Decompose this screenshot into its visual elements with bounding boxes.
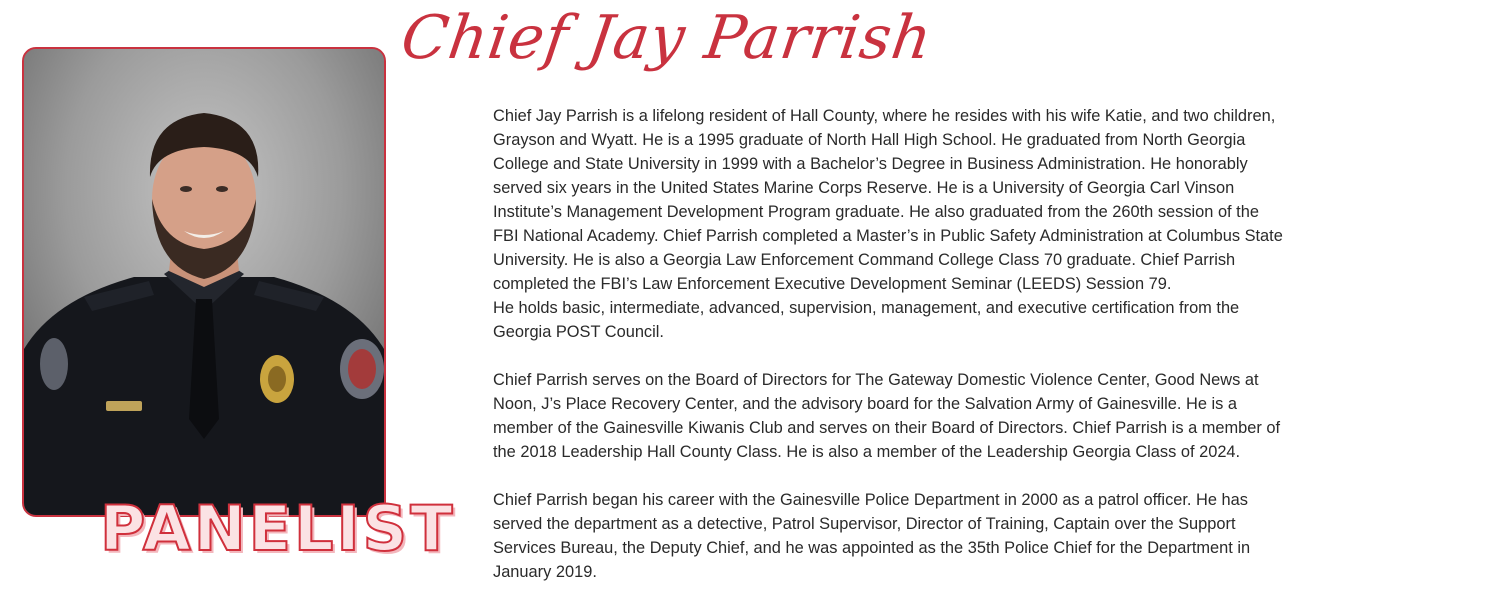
panelist-name-heading: Chief Jay Parrish (397, 3, 937, 73)
bio-paragraph: Chief Parrish serves on the Board of Directors for The Gateway Domestic Violence Center, Good News at Noon, J’s Place Recovery Center, and the advisory board for the Salvation Army of Gainesville. He is a member of the Gainesville Kiwanis Club and serves on their Board of Directors. Chief Parrish is a member of the 2018 Leadership Hall County Class. He is also a member of the Leadership Georgia Class of 2024. (493, 371, 1281, 461)
bio-text (493, 104, 1463, 608)
portrait-illustration (24, 49, 384, 515)
portrait-photo (22, 47, 386, 517)
panelist-badge-label: PANELIST (100, 492, 456, 565)
bio-paragraph: Chief Parrish began his career with the Gainesville Police Department in 2000 as a patrol officer. He has served the department as a detective, Patrol Supervisor, Director of Training, Captain over the Support Services Bureau, the Deputy Chief, and he was appointed as the 35th Police Chief for the Department in January 2019. (493, 491, 1251, 581)
bio-paragraph: Chief Jay Parrish is a lifelong resident of Hall County, where he resides with his wife Katie, and two children, Grayson and Wyatt. He is a 1995 graduate of North Hall High School. He graduated from North Georgia College and State University in 1999 with a Bachelor’s Degree in Business Administration. He honorably served six years in the United States Marine Corps Reserve. He is a University of Georgia Carl Vinson Institute’s Management Development Program graduate. He also graduated from the 260th session of the FBI National Academy. Chief Parrish completed a Master’s in Public Safety Administration at Columbus State University. He is also a Georgia Law Enforcement Command College Class 70 graduate. Chief Parrish completed the FBI’s Law Enforcement Executive Development Seminar (LEEDS) Session 79. He holds basic, intermediate, advanced, supervision, management, and executive certification from the Georgia POST Council. (493, 107, 1283, 341)
